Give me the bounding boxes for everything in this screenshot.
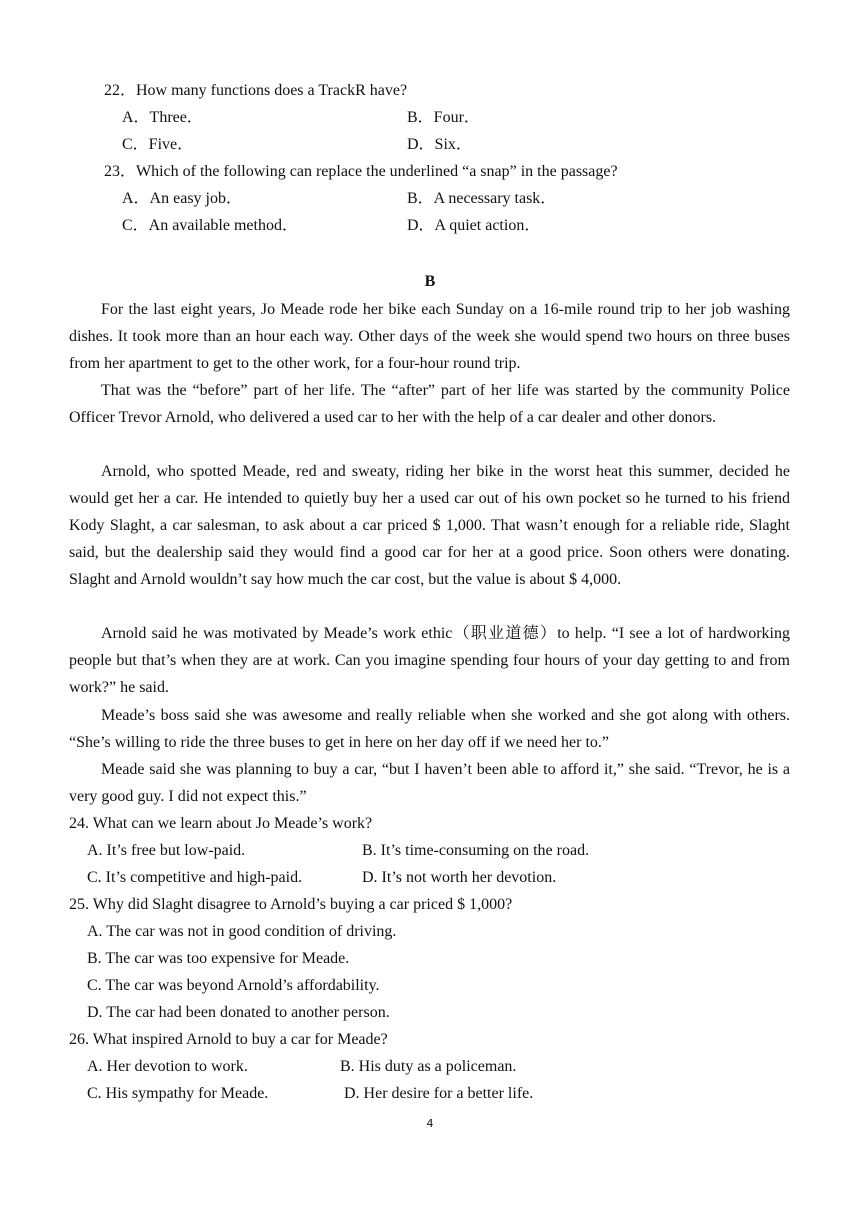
question-22-stem: 22．How many functions does a TrackR have? [104,82,408,99]
question-24-option-a: A. It’s free but low-paid. [87,842,246,859]
question-23-option-c: C．An available method． [122,217,298,234]
question-23-option-d: D．A quiet action． [407,217,541,234]
question-22-option-c: C．Five． [122,136,194,153]
passage-paragraph-3: Arnold, who spotted Meade, red and sweaty, riding her bike in the worst heat this summer, decided he would get her a car. He intended to quietly buy her a used car out of his own pocket so he turned to his friend Kody Slaght, a car salesman, to ask about a car priced $ 1,000. That wasn’t enough for a reliable ride, Slaght said, but the dealership said they would find a good car for her at a good price. Soon others were donating. Slaght and Arnold wouldn’t say how much the car cost, but the value is about $ 4,000. [69,463,790,588]
page-number: 4 [426,1117,434,1130]
passage-paragraph-4: Arnold said he was motivated by Meade’s work ethic（职业道德）to help. “I see a lot of hardworking people but that’s when they are at work. Can you imagine spending four hours of your day getting to and from work?” he said. [69,625,790,696]
question-26-option-a: A. Her devotion to work. [87,1058,248,1075]
question-25-option-d: D. The car had been donated to another person. [87,1004,390,1021]
passage-paragraph-2: That was the “before” part of her life. The “after” part of her life was started by the community Police Officer Trevor Arnold, who delivered a used car to her with the help of a car dealer and other donors. [69,382,790,426]
question-24-stem: 24. What can we learn about Jo Meade’s work? [69,815,373,832]
question-25-option-b: B. The car was too expensive for Meade. [87,950,350,967]
question-24-option-c: C. It’s competitive and high-paid. [87,869,303,886]
question-24-option-d: D. It’s not worth her devotion. [362,869,557,886]
passage-paragraph-5: Meade’s boss said she was awesome and really reliable when she worked and she got along with others. “She’s willing to ride the three buses to get in here on her day off if we need her to.” [69,707,790,751]
question-26-option-c: C. His sympathy for Meade. [87,1085,269,1102]
passage-paragraph-6: Meade said she was planning to buy a car, “but I haven’t been able to afford it,” she said. “Trevor, he is a very good guy. I did not expect this.” [69,761,790,805]
question-22-option-b: B．Four． [407,109,480,126]
question-26-option-b: B. His duty as a policeman. [340,1058,517,1075]
question-25-option-a: A. The car was not in good condition of driving. [87,923,397,940]
question-26-stem: 26. What inspired Arnold to buy a car for Meade? [69,1031,388,1048]
question-23-option-b: B．A necessary task． [407,190,557,207]
question-25-option-c: C. The car was beyond Arnold’s affordability. [87,977,380,994]
question-22-option-a: A．Three． [122,109,203,126]
question-23-stem: 23．Which of the following can replace the underlined “a snap” in the passage? [104,163,618,180]
question-22-option-d: D．Six． [407,136,472,153]
passage-paragraph-1: For the last eight years, Jo Meade rode her bike each Sunday on a 16-mile round trip to her job washing dishes. It took more than an hour each way. Other days of the week she would spend two hours on three buses from her apartment to get to the other work, for a four-hour round trip. [69,301,790,372]
question-23-option-a: A．An easy job． [122,190,242,207]
question-26-option-d: D. Her desire for a better life. [344,1085,534,1102]
question-25-stem: 25. Why did Slaght disagree to Arnold’s buying a car priced $ 1,000? [69,896,513,913]
question-24-option-b: B. It’s time-consuming on the road. [362,842,590,859]
section-title: B [424,273,436,290]
